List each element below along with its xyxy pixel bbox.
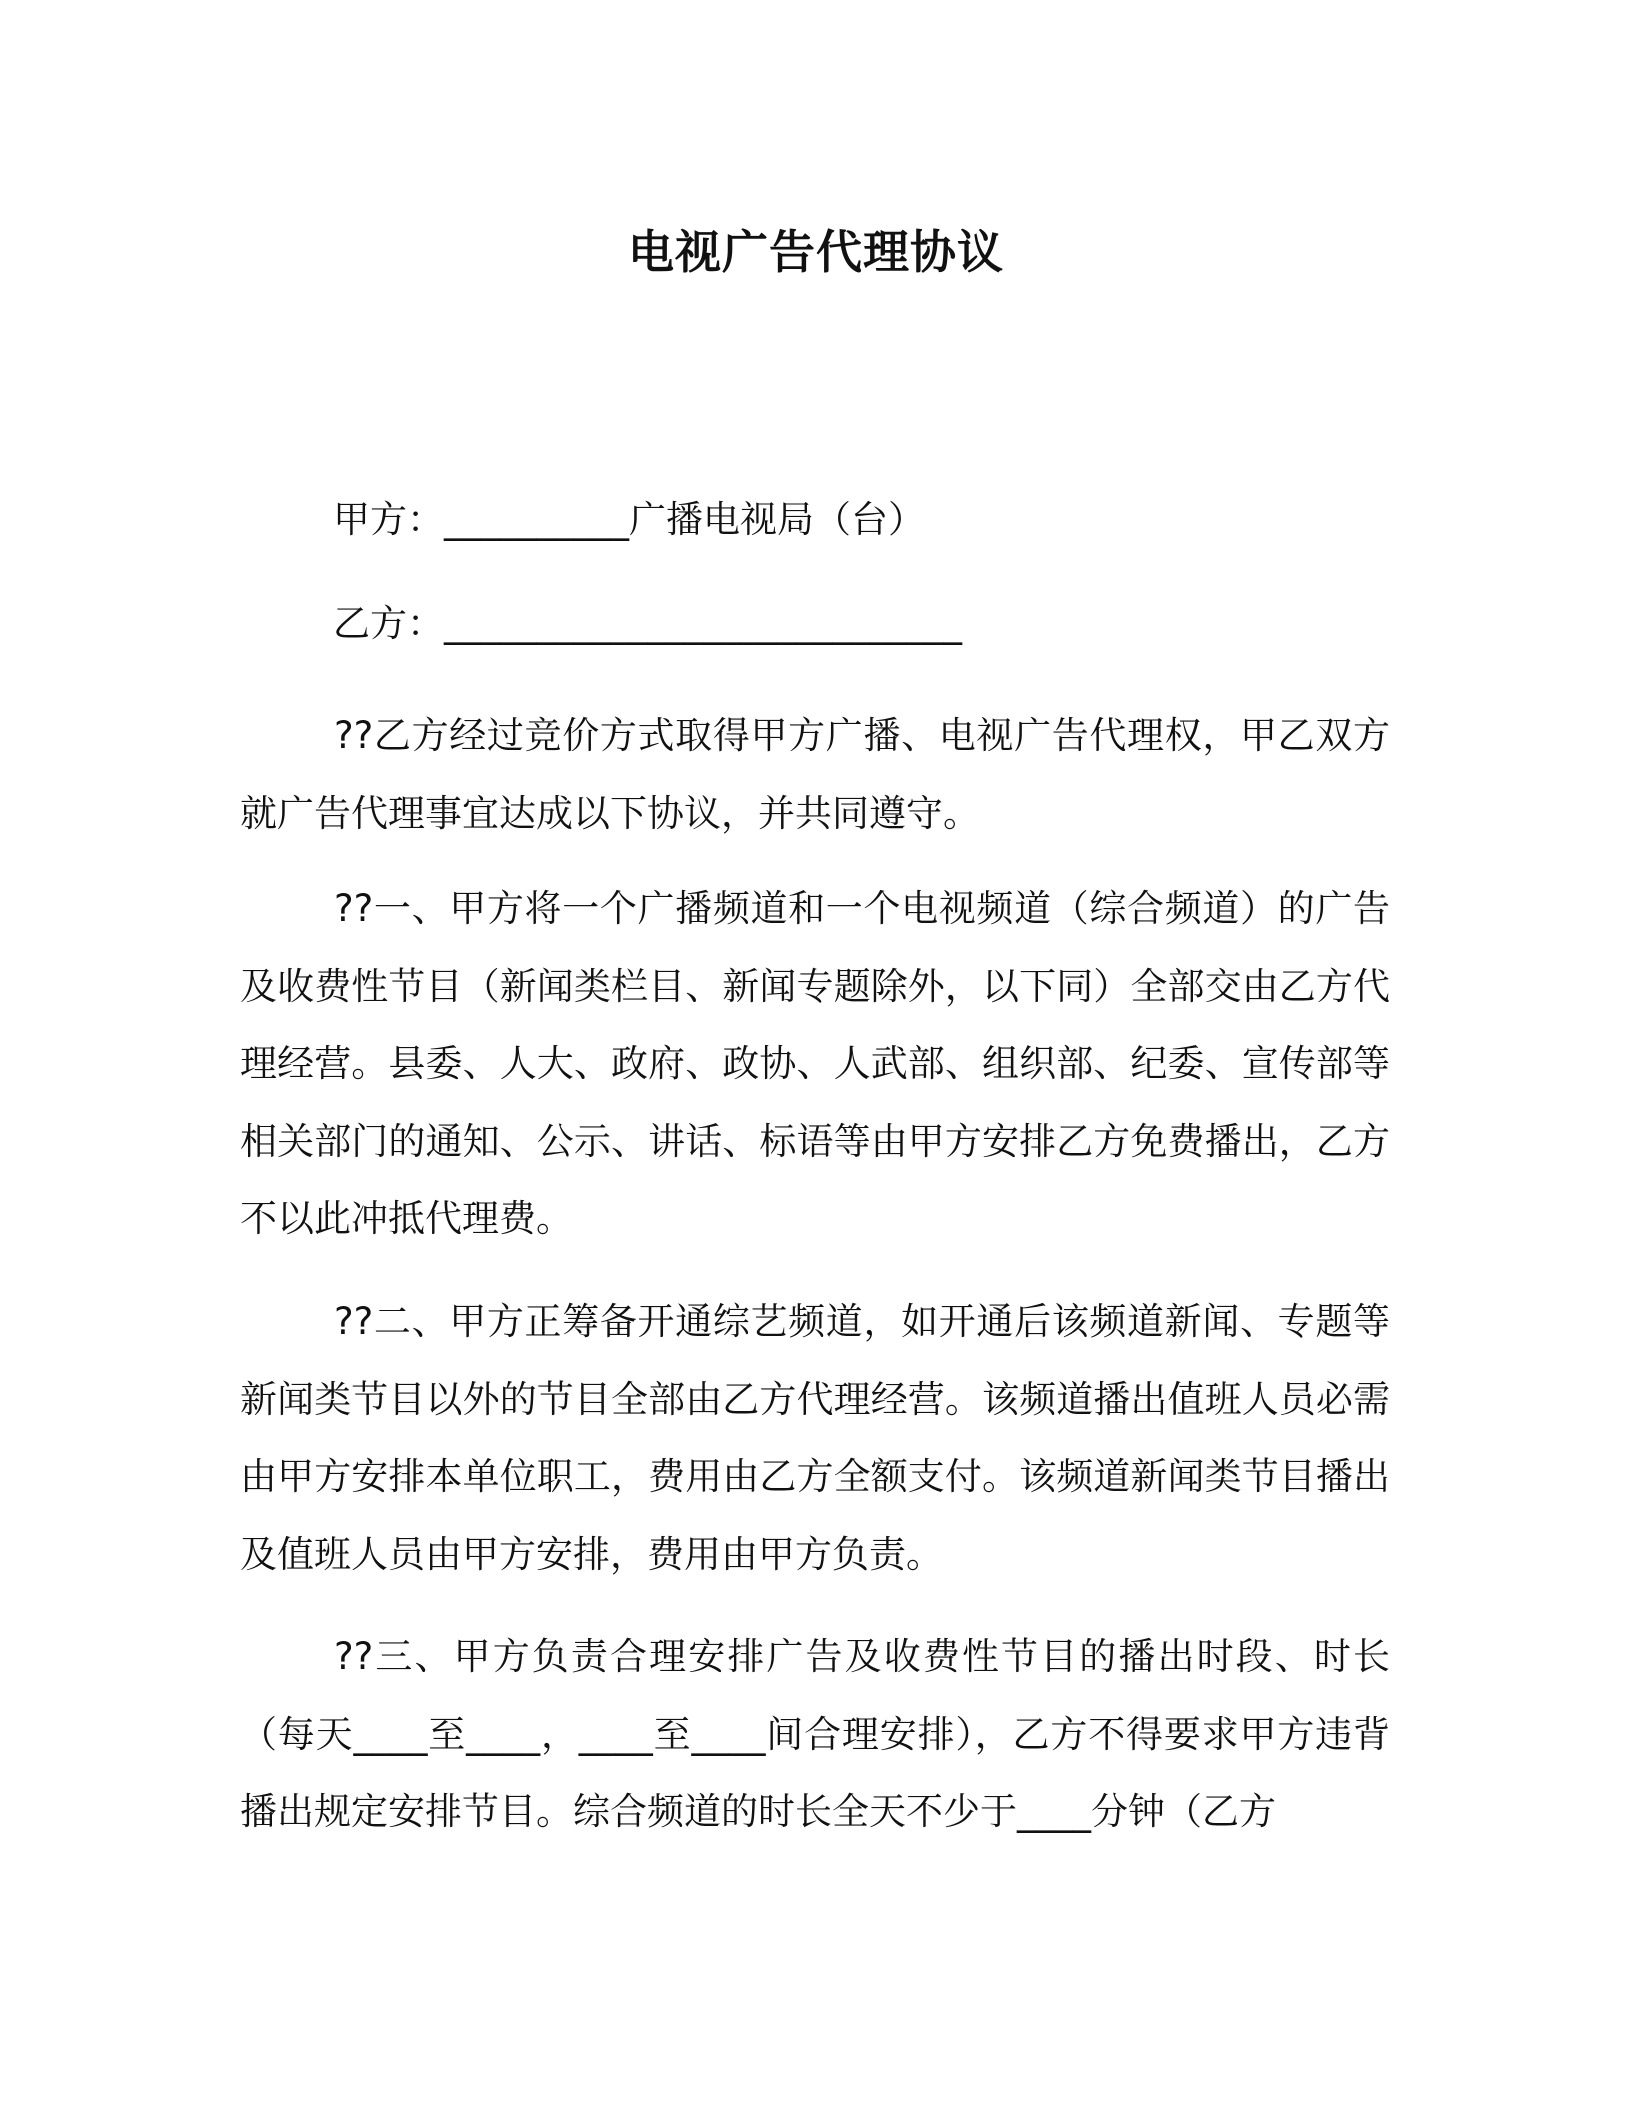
document-title: 电视广告代理协议	[628, 225, 1004, 279]
paragraph-clause-1: ??一、甲方将一个广播频道和一个电视频道（综合频道）的广告及收费性节目（新闻类栏目、新闻专题除外，以下同）全部交由乙方代理经营。县委、人大、政府、政协、人武部、组织部、纪委、宣传部等相关部门的通知、公示、讲话、标语等由甲方安排乙方免费播出，乙方不以此冲抵代理费。	[240, 887, 1390, 1240]
party-a-line: 甲方：__________广播电视局（台）	[333, 498, 925, 541]
party-b-line: 乙方：____________________________	[333, 602, 962, 645]
paragraph-clause-2: ??二、甲方正筹备开通综艺频道，如开通后该频道新闻、专题等新闻类节目以外的节目全部由乙方代理经营。该频道播出值班人员必需由甲方安排本单位职工，费用由乙方全额支付。该频道新闻类节目播出及值班人员由甲方安排，费用由甲方负责。	[240, 1300, 1390, 1576]
paragraph-intro: ??乙方经过竞价方式取得甲方广播、电视广告代理权，甲乙双方就广告代理事宜达成以下协议，并共同遵守。	[240, 714, 1390, 835]
paragraph-clause-3: ??三、甲方负责合理安排广告及收费性节目的播出时段、时长（每天____至____，____至____间合理安排），乙方不得要求甲方违背播出规定安排节目。综合频道的时长全天不少于____分钟（乙方	[240, 1635, 1390, 1833]
